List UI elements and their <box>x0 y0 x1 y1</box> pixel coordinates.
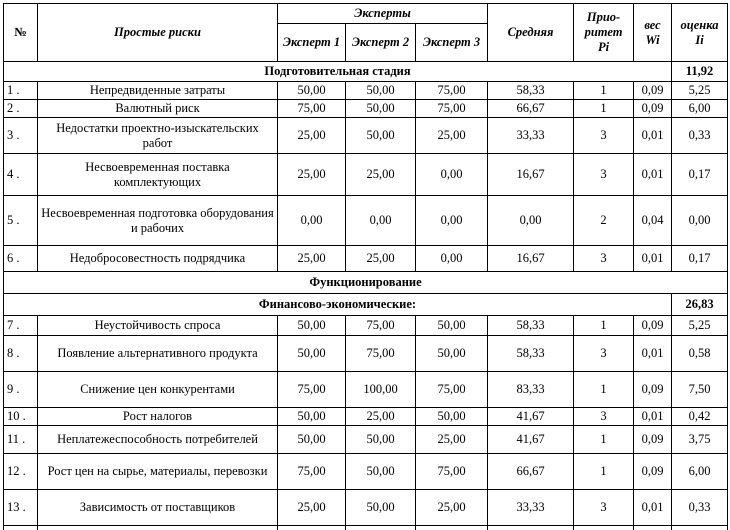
score-value: 0,58 <box>672 336 728 372</box>
weight-value: 0,09 <box>634 426 672 454</box>
weight-value: 0,09 <box>634 372 672 408</box>
expert1-value: 75,00 <box>278 100 346 118</box>
expert2-value: 50,00 <box>346 426 416 454</box>
cut-cell <box>574 526 634 530</box>
priority-value: 1 <box>574 316 634 336</box>
risk-name: Рост цен на сырье, материалы, перевозки <box>38 454 278 490</box>
cut-cell <box>488 526 574 530</box>
score-value: 6,00 <box>672 454 728 490</box>
row-number: 2 . <box>4 100 38 118</box>
expert3-value: 25,00 <box>416 426 488 454</box>
cut-cell <box>278 526 346 530</box>
expert3-value: 75,00 <box>416 82 488 100</box>
priority-value: 1 <box>574 454 634 490</box>
section-total-financial: 26,83 <box>672 294 728 316</box>
row-number: 1 . <box>4 82 38 100</box>
expert2-value: 25,00 <box>346 154 416 196</box>
risk-name: Недостатки проектно-изыскательских работ <box>38 118 278 154</box>
row-number: 8 . <box>4 336 38 372</box>
expert2-value: 100,00 <box>346 372 416 408</box>
table-row <box>4 154 728 196</box>
risk-assessment-table <box>3 3 728 530</box>
table-row-cut <box>4 526 728 530</box>
header-expert1: Эксперт 1 <box>278 24 346 62</box>
expert1-value: 75,00 <box>278 372 346 408</box>
expert1-value: 25,00 <box>278 118 346 154</box>
average-value: 58,33 <box>488 82 574 100</box>
weight-value: 0,01 <box>634 246 672 272</box>
priority-value: 3 <box>574 336 634 372</box>
weight-value: 0,09 <box>634 316 672 336</box>
expert3-value: 25,00 <box>416 490 488 526</box>
score-value: 0,33 <box>672 490 728 526</box>
weight-value: 0,04 <box>634 196 672 246</box>
score-value: 0,17 <box>672 154 728 196</box>
average-value: 83,33 <box>488 372 574 408</box>
priority-value: 1 <box>574 372 634 408</box>
section-title-operation: Функционирование <box>4 272 728 294</box>
expert2-value: 50,00 <box>346 100 416 118</box>
average-value: 41,67 <box>488 408 574 426</box>
expert2-value: 75,00 <box>346 336 416 372</box>
priority-value: 1 <box>574 100 634 118</box>
header-experts-group: Эксперты <box>278 4 488 24</box>
header-score-line2: Ii <box>695 32 704 47</box>
row-number: 11 . <box>4 426 38 454</box>
priority-value: 3 <box>574 408 634 426</box>
weight-value: 0,01 <box>634 408 672 426</box>
weight-value: 0,01 <box>634 154 672 196</box>
expert2-value: 50,00 <box>346 454 416 490</box>
risk-name: Рост налогов <box>38 408 278 426</box>
header-expert2: Эксперт 2 <box>346 24 416 62</box>
priority-value: 1 <box>574 82 634 100</box>
table-body <box>4 62 728 82</box>
header-expert3: Эксперт 3 <box>416 24 488 62</box>
weight-value: 0,09 <box>634 454 672 490</box>
score-value: 5,25 <box>672 82 728 100</box>
header-priority-line2: ритет <box>584 25 623 39</box>
priority-value: 3 <box>574 154 634 196</box>
row-number: 10 . <box>4 408 38 426</box>
expert2-value: 50,00 <box>346 490 416 526</box>
header-priority-line1: Прио- <box>586 10 621 24</box>
cut-cell <box>4 526 38 530</box>
score-value: 3,75 <box>672 426 728 454</box>
expert2-value: 50,00 <box>346 118 416 154</box>
expert1-value: 25,00 <box>278 490 346 526</box>
cut-cell <box>416 526 488 530</box>
expert1-value: 50,00 <box>278 336 346 372</box>
expert3-value: 75,00 <box>416 372 488 408</box>
risk-name: Непредвиденные затраты <box>38 82 278 100</box>
cut-cell <box>672 526 728 530</box>
cut-cell <box>346 526 416 530</box>
risk-name: Недобросовестность подрядчика <box>38 246 278 272</box>
priority-value: 2 <box>574 196 634 246</box>
weight-value: 0,09 <box>634 100 672 118</box>
expert1-value: 50,00 <box>278 82 346 100</box>
expert2-value: 25,00 <box>346 408 416 426</box>
risk-name: Несвоевременная поставка комплектующих <box>38 154 278 196</box>
risk-name: Неплатежеспособность потребителей <box>38 426 278 454</box>
row-number: 6 . <box>4 246 38 272</box>
expert2-value: 0,00 <box>346 196 416 246</box>
risk-name: Валютный риск <box>38 100 278 118</box>
section-title-preparatory: Подготовительная стадия <box>4 62 672 82</box>
risk-name: Снижение цен конкурентами <box>38 372 278 408</box>
table-cut <box>4 526 728 530</box>
risk-name: Несвоевременная подготовка оборудования и рабочих <box>38 196 278 246</box>
expert1-value: 25,00 <box>278 154 346 196</box>
table-header <box>4 4 728 62</box>
expert1-value: 50,00 <box>278 426 346 454</box>
row-number: 9 . <box>4 372 38 408</box>
table-row <box>4 408 728 426</box>
header-score <box>672 4 728 62</box>
expert3-value: 75,00 <box>416 100 488 118</box>
header-risks: Простые риски <box>38 4 278 62</box>
table-row <box>4 454 728 490</box>
expert3-value: 0,00 <box>416 196 488 246</box>
expert2-value: 75,00 <box>346 316 416 336</box>
table-row <box>4 316 728 336</box>
priority-value: 3 <box>574 490 634 526</box>
average-value: 66,67 <box>488 100 574 118</box>
table-row <box>4 100 728 118</box>
expert2-value: 50,00 <box>346 82 416 100</box>
score-value: 6,00 <box>672 100 728 118</box>
row-number: 5 . <box>4 196 38 246</box>
rows-financial <box>4 316 728 526</box>
rows-preparatory <box>4 82 728 272</box>
score-value: 0,00 <box>672 196 728 246</box>
score-value: 5,25 <box>672 316 728 336</box>
section-row <box>4 62 728 82</box>
priority-value: 3 <box>574 118 634 154</box>
row-number: 12 . <box>4 454 38 490</box>
average-value: 33,33 <box>488 490 574 526</box>
header-weight-line2: Wi <box>645 32 660 47</box>
expert1-value: 50,00 <box>278 408 346 426</box>
row-number: 7 . <box>4 316 38 336</box>
expert2-value: 25,00 <box>346 246 416 272</box>
cut-cell <box>38 526 278 530</box>
table-body-2 <box>4 272 728 316</box>
weight-value: 0,01 <box>634 490 672 526</box>
priority-value: 3 <box>574 246 634 272</box>
header-priority-line3: Pi <box>597 40 610 54</box>
table-row <box>4 336 728 372</box>
average-value: 58,33 <box>488 336 574 372</box>
expert1-value: 75,00 <box>278 454 346 490</box>
expert3-value: 75,00 <box>416 454 488 490</box>
score-value: 0,33 <box>672 118 728 154</box>
priority-value: 1 <box>574 426 634 454</box>
average-value: 33,33 <box>488 118 574 154</box>
table-row <box>4 372 728 408</box>
expert3-value: 50,00 <box>416 408 488 426</box>
risk-name: Появление альтернативного продукта <box>38 336 278 372</box>
section-row <box>4 272 728 294</box>
average-value: 0,00 <box>488 196 574 246</box>
table-row <box>4 490 728 526</box>
row-number: 13 . <box>4 490 38 526</box>
section-title-financial: Финансово-экономические: <box>4 294 672 316</box>
header-weight-line1: вес <box>644 17 661 32</box>
header-score-line1: оценка <box>680 17 719 32</box>
score-value: 0,42 <box>672 408 728 426</box>
weight-value: 0,09 <box>634 82 672 100</box>
average-value: 16,67 <box>488 246 574 272</box>
section-row <box>4 294 728 316</box>
table-row <box>4 196 728 246</box>
average-value: 41,67 <box>488 426 574 454</box>
score-value: 0,17 <box>672 246 728 272</box>
table-row <box>4 82 728 100</box>
header-num: № <box>4 4 38 62</box>
risk-name: Неустойчивость спроса <box>38 316 278 336</box>
expert1-value: 25,00 <box>278 246 346 272</box>
row-number: 3 . <box>4 118 38 154</box>
score-value: 7,50 <box>672 372 728 408</box>
header-average: Средняя <box>488 4 574 62</box>
expert3-value: 50,00 <box>416 316 488 336</box>
expert3-value: 0,00 <box>416 154 488 196</box>
average-value: 16,67 <box>488 154 574 196</box>
weight-value: 0,01 <box>634 336 672 372</box>
header-priority <box>574 4 634 62</box>
section-total-preparatory: 11,92 <box>672 62 728 82</box>
weight-value: 0,01 <box>634 118 672 154</box>
expert1-value: 0,00 <box>278 196 346 246</box>
header-weight <box>634 4 672 62</box>
table-row <box>4 426 728 454</box>
table-row <box>4 118 728 154</box>
average-value: 66,67 <box>488 454 574 490</box>
row-number: 4 . <box>4 154 38 196</box>
expert3-value: 25,00 <box>416 118 488 154</box>
expert3-value: 50,00 <box>416 336 488 372</box>
table-row <box>4 246 728 272</box>
cut-cell <box>634 526 672 530</box>
risk-name: Зависимость от поставщиков <box>38 490 278 526</box>
expert3-value: 0,00 <box>416 246 488 272</box>
average-value: 58,33 <box>488 316 574 336</box>
expert1-value: 50,00 <box>278 316 346 336</box>
